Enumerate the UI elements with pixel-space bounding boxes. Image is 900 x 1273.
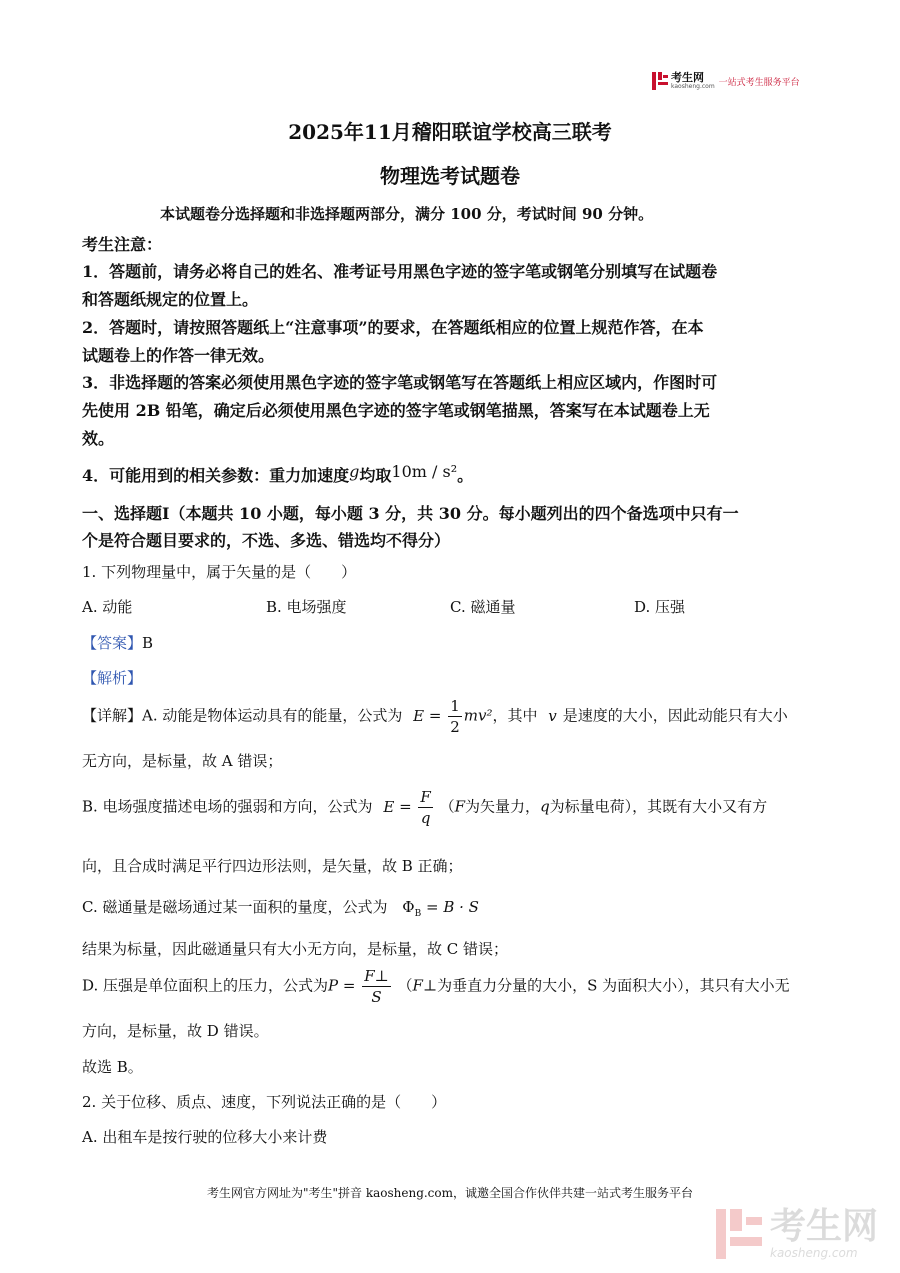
- logo-textblock: [671, 72, 715, 90]
- section-heading-2: 个是符合题目要求的，不选、多选、错选均不得分）: [82, 531, 451, 550]
- param-mid: 均取: [359, 466, 392, 485]
- notice-line-7: 效。: [82, 429, 115, 448]
- watermark-name: 考生网: [770, 1206, 879, 1247]
- param-g: g: [349, 462, 360, 481]
- fraction-half: $\frac{1}{2}$: [450, 697, 460, 736]
- q1-answer: [82, 632, 153, 653]
- detail-line-a1: 【详解】A. 动能是物体运动具有的能量，公式为 E = $\frac{1}{2}$ mv²，其中 v 是速度的大小，因此动能只有大小: [82, 697, 788, 736]
- detail-line-b2: 向，且合成时满足平行四边形法则，是矢量，故 B 正确；: [82, 857, 463, 875]
- watermark-url: kaosheng.com: [770, 1246, 858, 1260]
- answer-value: B: [142, 634, 154, 652]
- q1-option-c: C. 磁通量: [450, 598, 516, 616]
- notice-line-6: 先使用 2B 铅笔，确定后必须使用黑色字迹的签字笔或钢笔描黑，答案写在本试题卷上无: [82, 401, 710, 420]
- notice-line-2: 和答题纸规定的位置上。: [82, 290, 259, 309]
- detail-line-d2: 方向，是标量，故 D 错误。: [82, 1022, 269, 1040]
- notice-line-5: 3．非选择题的答案必须使用黑色字迹的签字笔或钢笔写在答题纸上相应区域内，作图时可: [82, 373, 718, 392]
- answer-label: 【答案】: [82, 634, 143, 652]
- notice-line-3: 2．答题时，请按照答题纸上“注意事项”的要求，在答题纸相应的位置上规范作答，在本: [82, 318, 704, 337]
- logo-url: kaosheng.com: [671, 83, 715, 90]
- detail-line-a2: 无方向，是标量，故 A 错误；: [82, 752, 283, 770]
- fraction-e: $\frac{F}{q}$: [420, 788, 431, 827]
- brand-logo-icon: [652, 72, 668, 90]
- detail-label: 【详解】: [82, 706, 143, 725]
- watermark: [716, 1208, 878, 1260]
- watermark-textblock: [770, 1208, 878, 1260]
- q1-conclusion: 故选 B。: [82, 1058, 143, 1076]
- fraction-pressure: $\frac{F\perp}{S}$: [364, 967, 389, 1006]
- detail-line-d1: D. 压强是单位面积上的压力，公式为P = $\frac{F\perp}{S}$ （F⊥为垂直力分量的大小，S 为面积大小），其只有大小无: [82, 967, 790, 1006]
- exam-title: 2025年11月稽阳联谊学校高三联考: [288, 120, 612, 144]
- q2-stem: 2. 关于位移、质点、速度，下列说法正确的是（ ）: [82, 1093, 447, 1111]
- q1-option-a: A. 动能: [82, 598, 133, 616]
- param-value: 10m / s²: [391, 462, 458, 481]
- exam-subtitle: 物理选考试题卷: [380, 164, 520, 188]
- page-footer: 考生网官方网址为"考生"拼音 kaosheng.com，诚邀全国合作伙伴共建一站式考生服务平台: [206, 1186, 694, 1200]
- q2-option-a: A. 出租车是按行驶的位移大小来计费: [82, 1128, 328, 1146]
- notice-heading: 考生注意：: [82, 235, 163, 254]
- param-end: 。: [457, 466, 474, 485]
- q1-option-b: B. 电场强度: [266, 598, 347, 616]
- section-heading-1: 一、选择题Ⅰ（本题共 10 小题，每小题 3 分，共 30 分。每小题列出的四个备选项中只有一: [82, 504, 739, 523]
- logo-name: 考生网: [671, 71, 704, 84]
- q1-option-d: D. 压强: [634, 598, 686, 616]
- logo-slogan: 一站式考生服务平台: [718, 77, 800, 88]
- detail-line-c2: 结果为标量，因此磁通量只有大小无方向，是标量，故 C 错误；: [82, 940, 509, 958]
- q1-stem: 1. 下列物理量中，属于矢量的是（ ）: [82, 563, 357, 581]
- notice-line-param: [82, 462, 473, 486]
- analysis-label: 【解析】: [82, 669, 143, 687]
- watermark-logo-icon: [716, 1209, 762, 1259]
- exam-intro: 本试题卷分选择题和非选择题两部分，满分 100 分，考试时间 90 分钟。: [160, 205, 654, 223]
- header-logo: [652, 72, 800, 90]
- detail-line-b1: B. 电场强度描述电场的强弱和方向，公式为 E = $\frac{F}{q}$ （F为矢量力，q为标量电荷），其既有大小又有方: [82, 788, 768, 827]
- param-prefix: 4．可能用到的相关参数：重力加速度: [82, 466, 350, 485]
- notice-line-1: 1．答题前，请务必将自己的姓名、准考证号用黑色字迹的签字笔或钢笔分别填写在试题卷: [82, 262, 718, 281]
- detail-line-c1: C. 磁通量是磁场通过某一面积的量度，公式为 $\Phi_B = B \cdot S$: [82, 898, 479, 919]
- notice-line-4: 试题卷上的作答一律无效。: [82, 346, 275, 365]
